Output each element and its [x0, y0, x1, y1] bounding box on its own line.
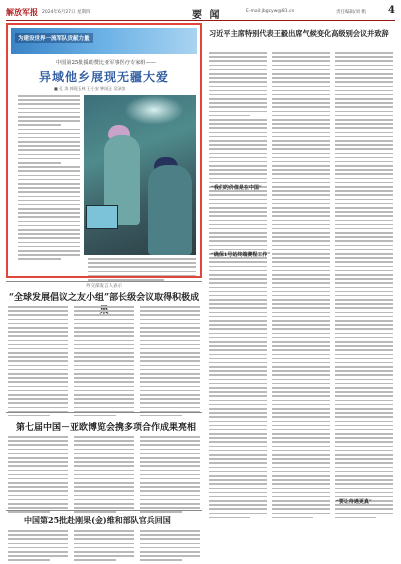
section2-text-1 — [8, 306, 68, 419]
section-title: 要 闻 — [192, 10, 222, 21]
photo-caption-text — [88, 258, 196, 283]
feature-byline: ■ 孔 涛 郭现玉林 王小安 钟国正 吴泽滨 — [54, 86, 126, 91]
section3-text-2 — [74, 436, 134, 516]
newspaper-logo: 解放军报 — [6, 7, 38, 17]
section2-headline: “全球发展倡议之友小组”部长级会议取得积极成 — [8, 293, 200, 303]
section2-text-3 — [140, 306, 200, 419]
right-subhead-2: “确保1号站终端赛程工作” — [211, 252, 271, 258]
masthead — [6, 6, 395, 21]
issue-date: 2024年6月27日 星期四 — [42, 10, 91, 15]
divider — [6, 412, 202, 413]
divider — [6, 510, 202, 511]
section4-text-2 — [74, 530, 134, 564]
right-column-text-2 — [272, 52, 330, 521]
feature-kicker: 中国第25批援助赞比亚军事医疗专家组—— — [56, 60, 156, 66]
right-subhead-3: “要让待遇更真” — [336, 499, 372, 505]
right-column-text-3 — [335, 52, 393, 521]
editor-credit: 责任编辑/刘 帆 — [336, 10, 366, 15]
divider — [6, 281, 202, 282]
section4-text-1 — [8, 530, 68, 564]
featured-article[interactable] — [6, 23, 202, 278]
section3-text-1 — [8, 436, 68, 516]
section2-kicker: 外交部发言人表示 — [86, 284, 122, 289]
section4-headline: 中国第25批赴刚果(金)维和部队官兵回国 — [24, 515, 171, 525]
feature-headline: 异域他乡展现无疆大爱 — [38, 70, 169, 84]
right-column-headline: 习近平主席特别代表王毅出席气候变化高级别会议并致辞 — [209, 29, 389, 38]
feature-body-text — [18, 95, 80, 263]
banner-text: 为建设世界一流军队贡献力量 — [15, 33, 93, 43]
section3-text-3 — [140, 436, 200, 516]
contact-email: E-mail:jbgcyw@81.cn — [246, 9, 295, 14]
section3-headline: 第七届中国－亚欧博览会携多项合作成果亮相 — [16, 423, 197, 433]
right-column-text-1 — [209, 52, 267, 521]
surgery-photo — [84, 95, 196, 255]
feature-banner — [11, 28, 197, 54]
section2-text-2 — [74, 306, 134, 419]
section4-text-3 — [140, 530, 200, 564]
page-number: 4 — [388, 5, 395, 16]
right-subhead-1: “我们的价值是在中国” — [211, 185, 262, 191]
